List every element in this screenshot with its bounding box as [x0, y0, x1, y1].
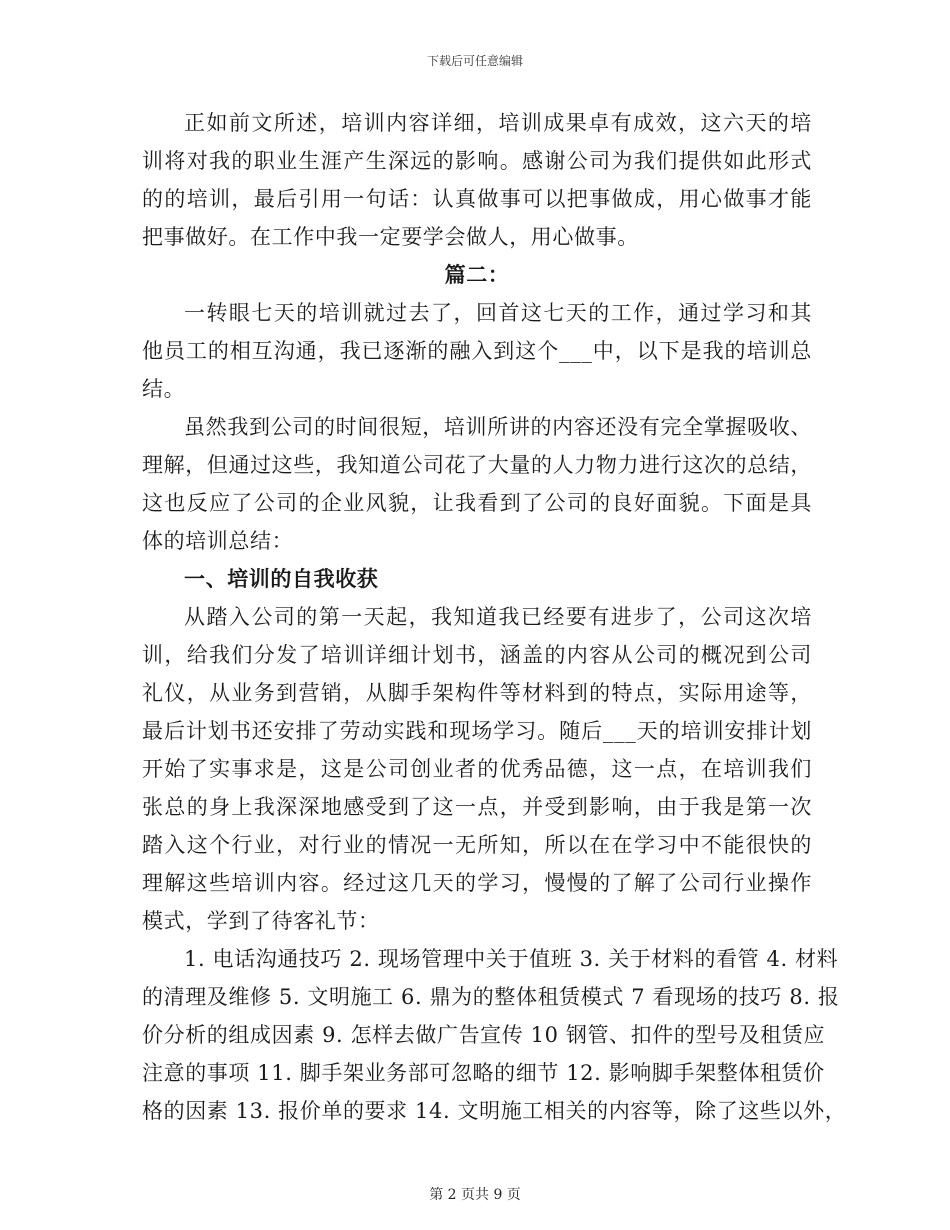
- paragraph-line: 他员工的相互沟通，我已逐渐的融入到这个___中，以下是我的培训总: [142, 339, 812, 363]
- paragraph-line: 从踏入公司的第一天起，我知道我已经要有进步了，公司这次培: [184, 605, 812, 629]
- paragraph-line: 训将对我的职业生涯产生深远的影响。感谢公司为我们提供如此形式: [142, 149, 812, 173]
- paragraph-line: 一转眼七天的培训就过去了，回首这七天的工作，通过学习和其: [184, 301, 812, 325]
- page-footer: 第 2 页共 9 页: [429, 1187, 521, 1203]
- paragraph-line: 虽然我到公司的时间很短，培训所讲的内容还没有完全掌握吸收、: [184, 415, 812, 439]
- paragraph-line: 理解这些培训内容。经过这几天的学习，慢慢的了解了公司行业操作: [142, 871, 812, 895]
- list-line: 注意的事项 11. 脚手架业务部可忽略的细节 12. 影响脚手架整体租赁价: [142, 1061, 825, 1085]
- paragraph-line: 体的培训总结：: [142, 529, 294, 553]
- list-line: 格的因素 13. 报价单的要求 14. 文明施工相关的内容等，除了这些以外，: [142, 1099, 847, 1123]
- list-line: 的清理及维修 5. 文明施工 6. 鼎为的整体租赁模式 7 看现场的技巧 8. 报: [142, 985, 840, 1009]
- paragraph-line: 最后计划书还安排了劳动实践和现场学习。随后___天的培训安排计划: [142, 719, 812, 743]
- page-header: 下载后可任意编辑: [426, 54, 523, 68]
- paragraph-line: 正如前文所述，培训内容详细，培训成果卓有成效，这六天的培: [184, 111, 812, 135]
- paragraph-line: 张总的身上我深深地感受到了这一点，并受到影响，由于我是第一次: [142, 795, 812, 819]
- paragraph-line: 理解，但通过这些，我知道公司花了大量的人力物力进行这次的总结，: [142, 453, 812, 477]
- paragraph-line: 踏入这个行业，对行业的情况一无所知，所以在在学习中不能很快的: [142, 833, 812, 857]
- paragraph-line: 这也反应了公司的企业风貌，让我看到了公司的良好面貌。下面是具: [142, 491, 812, 515]
- list-line: 价分析的组成因素 9. 怎样去做广告宣传 10 钢管、扣件的型号及租赁应: [142, 1023, 826, 1047]
- paragraph-line: 训，给我们分发了培训详细计划书，涵盖的内容从公司的概况到公司: [142, 643, 812, 667]
- paragraph-line: 模式，学到了待客礼节：: [142, 909, 380, 933]
- paragraph-line: 开始了实事求是，这是公司创业者的优秀品德，这一点，在培训我们: [142, 757, 812, 781]
- section-heading: 篇二：: [444, 262, 510, 287]
- paragraph-line: 把事做好。在工作中我一定要学会做人，用心做事。: [142, 225, 639, 249]
- paragraph-line: 礼仪，从业务到营销，从脚手架构件等材料到的特点，实际用途等，: [142, 681, 812, 705]
- paragraph-line: 结。: [142, 377, 186, 401]
- list-line: 1. 电话沟通技巧 2. 现场管理中关于值班 3. 关于材料的看管 4. 材料: [184, 947, 839, 971]
- paragraph-line: 的的培训，最后引用一句话：认真做事可以把事做成，用心做事才能: [142, 187, 812, 211]
- subsection-heading: 一、培训的自我收获: [184, 566, 379, 591]
- document-body: [142, 104, 847, 1130]
